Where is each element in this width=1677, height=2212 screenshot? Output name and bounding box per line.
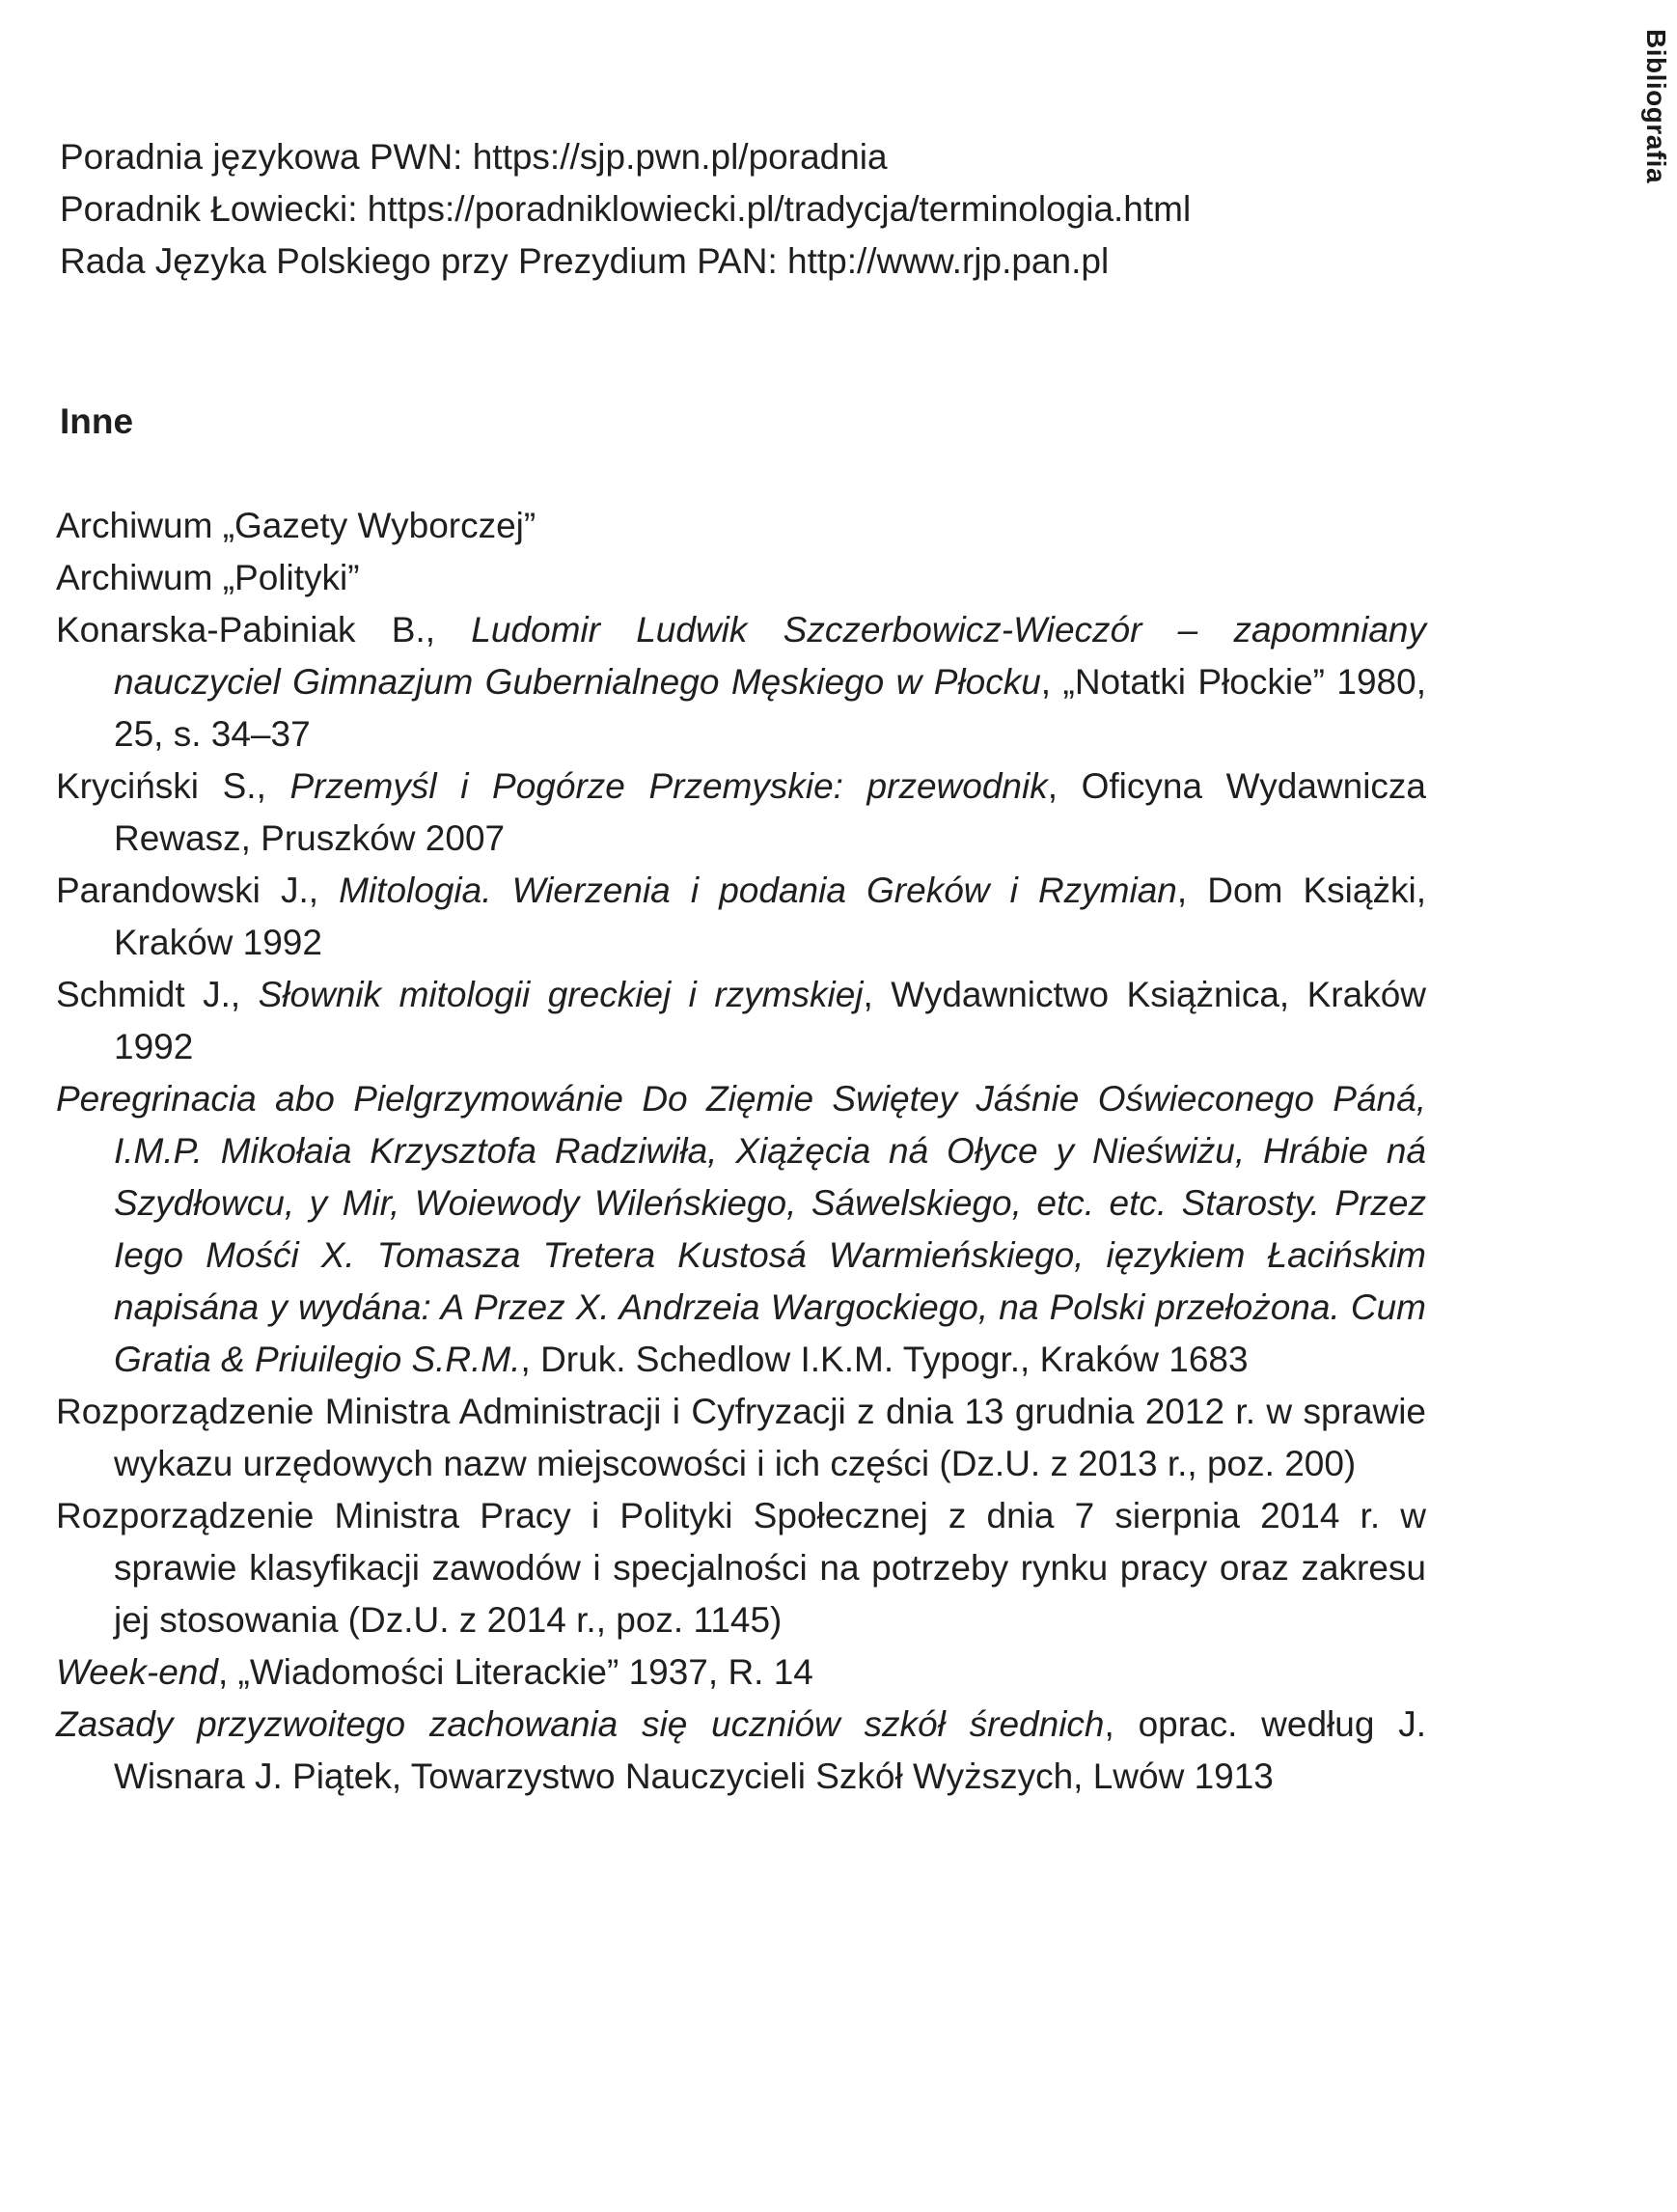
entry-title: Week-end (56, 1652, 218, 1692)
bibliography-entry (56, 1699, 1426, 1803)
entry-lead: Kryciński S., (56, 766, 290, 806)
entry-title: Przemyśl i Pogórze Przemyskie: przewodnik (289, 766, 1048, 806)
entry-lead: Rozporządzenie Ministra Administracji i Cyfryzacji z dnia 13 grudnia 2012 r. w sprawie wykazu urzędowych nazw miejscowości i ich części (Dz.U. z 2013 r., poz. 200) (56, 1392, 1426, 1483)
bibliography-entry (56, 1490, 1426, 1646)
entry-lead: Schmidt J., (56, 975, 259, 1014)
bibliography-entry (56, 865, 1426, 969)
online-sources-list (60, 131, 1430, 288)
entry-details: , Oficyna Wydawnicza Rewasz, Pruszków 2007 (114, 766, 1426, 858)
entry-lead: Rozporządzenie Ministra Pracy i Polityki Społecznej z dnia 7 sierpnia 2014 r. w sprawie klasyfikacji zawodów i specjalności na potrzeby rynku pracy oraz zakresu jej stosowania (Dz.U. z 2014 r., poz. 1145) (56, 1496, 1426, 1640)
entry-details: , Dom Książki, Kraków 1992 (114, 871, 1426, 962)
bibliography-entry (56, 1073, 1426, 1386)
entry-details: , oprac. według J. Wisnara J. Piątek, Towarzystwo Nauczycieli Szkół Wyższych, Lwów 1913 (114, 1704, 1426, 1796)
entry-lead: Konarska-Pabiniak B., (56, 610, 472, 650)
online-source-item: Rada Języka Polskiego przy Prezydium PAN: http://www.rjp.pan.pl (60, 241, 1110, 281)
entry-title: Słownik mitologii greckiej i rzymskiej (258, 975, 864, 1014)
entry-lead: Parandowski J., (56, 871, 340, 910)
bibliography-entry (56, 969, 1426, 1073)
entry-lead: Archiwum „Polityki” (56, 558, 360, 597)
entry-details: , Druk. Schedlow I.K.M. Typogr., Kraków 1683 (520, 1340, 1249, 1379)
entry-title: Zasady przyzwoitego zachowania się uczniów szkół średnich (56, 1704, 1105, 1744)
section-heading: Inne (60, 401, 134, 441)
bibliography-entry (56, 1646, 1426, 1699)
online-source-item: Poradnik Łowiecki: https://poradniklowiecki.pl/tradycja/terminologia.html (60, 189, 1192, 229)
bibliography-entry (56, 1386, 1426, 1490)
running-head: Bibliografia (1641, 29, 1671, 184)
online-source-item: Poradnia językowa PWN: https://sjp.pwn.pl/poradnia (60, 137, 888, 177)
entry-details: , Wydawnictwo Książnica, Kraków 1992 (114, 975, 1426, 1066)
bibliography-entry (56, 552, 1426, 604)
bibliography-entry (56, 760, 1426, 865)
entry-title: Peregrinacia abo Pielgrzymowánie Do Zięmie Swiętey Jáśnie Oświeconego Páná, I.M.P. Mikołaia Krzysztofa Radziwiła, Xiążęcia ná Ołyce y Nieświżu, Hrábie ná Szydłowcu, y Mir, Woiewody Wileńskiego, Sáwelskiego, etc. etc. Starosty. Przez Iego Mośći X. Tomasza Tretera Kustosá Warmieńskiego, ięzykiem Łacińskim napisána y wydána: A Przez X. Andrzeia Wargockiego, na Polski przełożona. Cum Gratia & Priuilegio S.R.M. (56, 1079, 1426, 1379)
entry-title: Mitologia. Wierzenia i podania Greków i Rzymian (339, 871, 1177, 910)
bibliography-entry (56, 604, 1426, 760)
entry-lead: Archiwum „Gazety Wyborczej” (56, 506, 536, 545)
bibliography-entry (56, 500, 1426, 552)
bibliography-list (56, 500, 1426, 1803)
entry-details: , „Wiadomości Literackie” 1937, R. 14 (217, 1652, 813, 1692)
entry-title: Ludomir Ludwik Szczerbowicz-Wieczór – zapomniany nauczyciel Gimnazjum Gubernialnego Męskiego w Płocku (114, 610, 1427, 702)
entry-details: , „Notatki Płockie” 1980, 25, s. 34–37 (114, 662, 1426, 754)
